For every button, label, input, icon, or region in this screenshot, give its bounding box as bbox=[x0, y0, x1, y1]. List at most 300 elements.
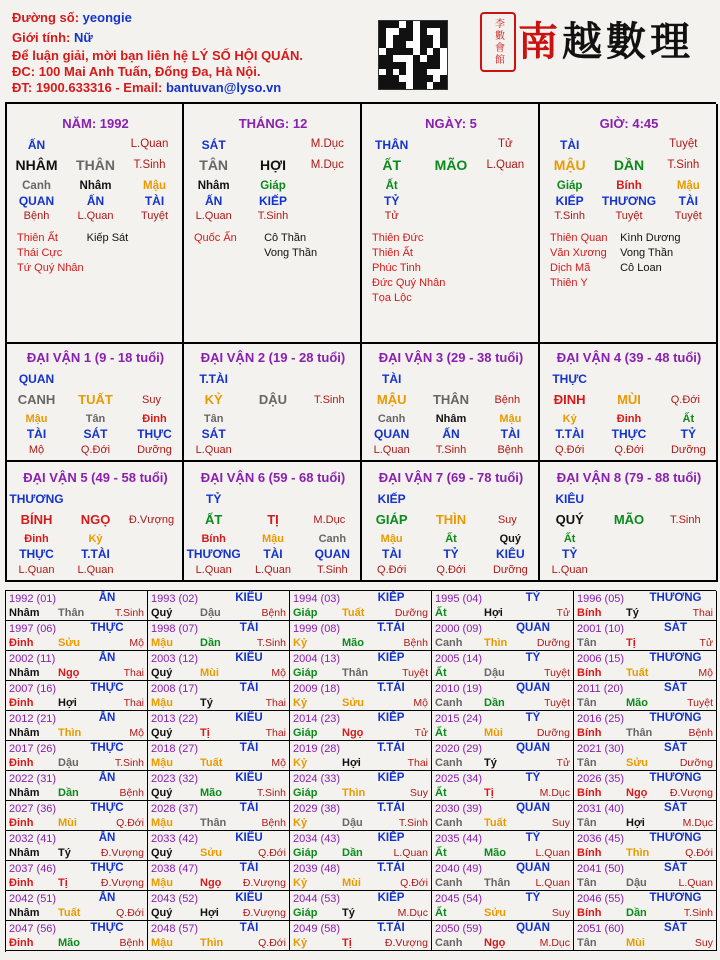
year-stem: Quý bbox=[151, 787, 173, 799]
year-state: Bệnh bbox=[261, 817, 286, 829]
year-cell[interactable] bbox=[432, 711, 574, 741]
year-cell[interactable] bbox=[148, 831, 290, 861]
star-left: Thiên Y bbox=[550, 277, 588, 289]
year-stem: Ất bbox=[435, 727, 447, 739]
hidden-state: L.Quan bbox=[77, 564, 114, 576]
year-state: Dưỡng bbox=[394, 607, 428, 619]
dai-van-stem: MẬU bbox=[376, 392, 407, 407]
star-left: Thái Cực bbox=[17, 247, 63, 259]
year-god: QUAN bbox=[516, 622, 550, 634]
year-stem: Giáp bbox=[293, 847, 318, 859]
hidden-god: THỰC bbox=[137, 427, 172, 441]
year-stem: Quý bbox=[151, 907, 173, 919]
four-pillars-grid bbox=[5, 102, 716, 342]
year-stem: Bính bbox=[577, 907, 602, 919]
year-branch: Tý bbox=[342, 907, 355, 919]
star-right: Cô Loan bbox=[620, 262, 662, 274]
dai-van-cell[interactable] bbox=[362, 462, 540, 582]
hidden-state: Dưỡng bbox=[492, 564, 528, 576]
year-branch: Tuất bbox=[342, 607, 365, 619]
year-state: L.Quan bbox=[393, 847, 428, 859]
hidden-stem: Tân bbox=[85, 413, 106, 425]
hidden-god: QUAN bbox=[314, 547, 350, 561]
pillar-title: NĂM: 1992 bbox=[62, 116, 129, 131]
year-branch: Thân bbox=[626, 727, 653, 739]
year-stem: Mậu bbox=[151, 697, 173, 709]
year-stem: Tân bbox=[577, 757, 597, 769]
year-label: 2013 (22) bbox=[151, 713, 199, 725]
year-god: TÀI bbox=[239, 802, 259, 814]
year-god: T.TÀI bbox=[377, 862, 405, 874]
hidden-stem: Ất bbox=[445, 533, 457, 545]
year-cell[interactable] bbox=[290, 861, 432, 891]
year-cell[interactable] bbox=[6, 891, 148, 921]
year-stem: Ất bbox=[435, 667, 447, 679]
year-cell[interactable] bbox=[432, 801, 574, 831]
year-state: Tuyệt bbox=[402, 667, 428, 679]
year-cell[interactable] bbox=[432, 861, 574, 891]
year-stem: Đinh bbox=[9, 637, 34, 649]
year-cell[interactable] bbox=[574, 771, 717, 801]
star-left: Phúc Tinh bbox=[372, 262, 421, 274]
hidden-state: T.Sinh bbox=[554, 210, 585, 222]
year-label: 2017 (26) bbox=[9, 743, 57, 755]
dai-van-cell[interactable] bbox=[184, 462, 362, 582]
dai-van-branch: DẬU bbox=[258, 392, 288, 407]
year-cell[interactable] bbox=[6, 771, 148, 801]
dai-van-cell[interactable] bbox=[540, 342, 718, 462]
hidden-god: THƯƠNG bbox=[186, 547, 241, 561]
year-cell[interactable] bbox=[148, 861, 290, 891]
pillar-title: THÁNG: 12 bbox=[238, 116, 308, 131]
year-label: 2041 (50) bbox=[577, 863, 625, 875]
year-cell[interactable] bbox=[574, 621, 717, 651]
pillar-stem-god: ẤN bbox=[27, 138, 46, 152]
heavenly-stem: TÂN bbox=[199, 157, 229, 173]
year-cell[interactable] bbox=[574, 831, 717, 861]
year-state: T.Sinh bbox=[256, 787, 286, 799]
star-left: Thiên Ất bbox=[372, 247, 413, 259]
year-god: THƯƠNG bbox=[649, 712, 702, 724]
header bbox=[0, 0, 720, 100]
year-branch: Tuất bbox=[200, 757, 223, 769]
hidden-god: TỶ bbox=[383, 194, 400, 208]
year-branch: Tị bbox=[342, 937, 352, 949]
star-left: Quốc Ấn bbox=[194, 232, 237, 244]
dai-van-cell[interactable] bbox=[184, 342, 362, 462]
year-state: T.Sinh bbox=[114, 607, 144, 619]
year-cell[interactable] bbox=[6, 591, 148, 621]
year-stem: Nhâm bbox=[9, 847, 40, 859]
dai-van-cell[interactable] bbox=[362, 342, 540, 462]
hidden-god: SÁT bbox=[201, 427, 226, 441]
hidden-god: TÀI bbox=[26, 427, 47, 441]
year-stem: Ất bbox=[435, 787, 447, 799]
hidden-stem: Tân bbox=[203, 413, 224, 425]
year-stem: Tân bbox=[577, 817, 597, 829]
year-label: 2023 (32) bbox=[151, 773, 199, 785]
hidden-state: Tuyệt bbox=[674, 210, 702, 222]
year-state: Tuyệt bbox=[687, 697, 713, 709]
star-left: Đức Quý Nhân bbox=[372, 277, 446, 289]
year-state: M.Dục bbox=[539, 937, 570, 949]
year-stem: Kỷ bbox=[293, 757, 308, 769]
year-stem: Tân bbox=[577, 637, 597, 649]
hidden-god: ẤN bbox=[442, 427, 460, 441]
dai-van-state: Đ.Vượng bbox=[128, 514, 175, 526]
hidden-stem: Mậu bbox=[499, 413, 522, 425]
year-branch: Mão bbox=[626, 697, 648, 709]
star-left: Thiên Ất bbox=[17, 232, 58, 244]
year-cell[interactable] bbox=[148, 741, 290, 771]
year-cell[interactable] bbox=[290, 621, 432, 651]
star-right: Vong Thần bbox=[620, 247, 674, 259]
dai-van-god: THƯƠNG bbox=[9, 492, 64, 506]
star-left: Tứ Quý Nhân bbox=[17, 262, 84, 274]
year-cell[interactable] bbox=[6, 651, 148, 681]
year-state: T.Sinh bbox=[398, 817, 428, 829]
hidden-stem: Đinh bbox=[24, 533, 49, 545]
year-label: 2000 (09) bbox=[435, 623, 483, 635]
year-cell[interactable] bbox=[432, 831, 574, 861]
year-state: Suy bbox=[409, 787, 428, 799]
year-stem: Mậu bbox=[151, 937, 173, 949]
year-god: THƯƠNG bbox=[649, 652, 702, 664]
year-god: SÁT bbox=[664, 622, 687, 634]
hidden-stem: Đinh bbox=[142, 413, 167, 425]
year-god: TỶ bbox=[525, 772, 541, 784]
year-stem: Giáp bbox=[293, 727, 318, 739]
year-god: T.TÀI bbox=[377, 922, 405, 934]
year-god: THỰC bbox=[90, 802, 124, 814]
year-cell[interactable] bbox=[6, 831, 148, 861]
dai-van-god: KIẾP bbox=[377, 492, 406, 506]
hidden-god: KIẾP bbox=[555, 194, 584, 208]
year-state: Q.Đới bbox=[258, 847, 286, 859]
year-cell[interactable] bbox=[432, 921, 574, 951]
year-cell[interactable] bbox=[432, 681, 574, 711]
hidden-state: Tuyệt bbox=[615, 210, 643, 222]
dai-van-stem: QUÝ bbox=[555, 512, 584, 527]
star-right: Vong Thần bbox=[264, 247, 318, 259]
year-cell[interactable] bbox=[574, 591, 717, 621]
year-cell[interactable] bbox=[148, 921, 290, 951]
year-cell[interactable] bbox=[6, 711, 148, 741]
year-branch: Dậu bbox=[484, 667, 505, 679]
year-stem: Mậu bbox=[151, 757, 173, 769]
year-stem: Tân bbox=[577, 937, 597, 949]
year-branch: Tị bbox=[200, 727, 210, 739]
year-god: SÁT bbox=[664, 682, 687, 694]
year-state: Q.Đới bbox=[400, 877, 428, 889]
hidden-stem: Canh bbox=[22, 180, 51, 192]
hidden-state: T.Sinh bbox=[317, 564, 348, 576]
hidden-state: L.Quan bbox=[254, 564, 292, 576]
branch-state: M.Dục bbox=[310, 159, 344, 171]
year-state: Thai bbox=[123, 697, 144, 709]
year-branch: Sửu bbox=[484, 907, 507, 919]
year-god: THƯƠNG bbox=[649, 592, 702, 604]
year-label: 2003 (12) bbox=[151, 653, 199, 665]
hidden-state: L.Quan bbox=[77, 210, 114, 222]
pillar-cell bbox=[540, 104, 718, 344]
year-state: Thai bbox=[265, 727, 286, 739]
year-cell[interactable] bbox=[148, 651, 290, 681]
year-branch: Mùi bbox=[58, 817, 77, 829]
year-branch: Thân bbox=[484, 877, 511, 889]
year-branch: Dần bbox=[484, 697, 505, 709]
dai-van-god: KIÊU bbox=[555, 492, 584, 506]
year-state: Đ.Vượng bbox=[384, 937, 428, 949]
hidden-state: Dưỡng bbox=[137, 444, 172, 456]
hidden-god: TÀI bbox=[263, 547, 283, 561]
year-state: Mộ bbox=[271, 667, 286, 679]
year-cell[interactable] bbox=[6, 621, 148, 651]
year-cell[interactable] bbox=[290, 711, 432, 741]
year-branch: Sửu bbox=[58, 637, 81, 649]
year-branch: Dần bbox=[200, 637, 221, 649]
pillar-stem-god: TÀI bbox=[559, 138, 580, 152]
year-state: Đ.Vượng bbox=[100, 877, 144, 889]
hidden-god: TỶ bbox=[680, 427, 696, 441]
year-state: Dưỡng bbox=[536, 727, 570, 739]
year-stem: Tân bbox=[577, 877, 597, 889]
pillar-stem-god: THÂN bbox=[375, 138, 409, 152]
year-cell[interactable] bbox=[290, 651, 432, 681]
year-stem: Đinh bbox=[9, 697, 34, 709]
year-state: L.Quan bbox=[535, 847, 570, 859]
year-state: Mộ bbox=[413, 697, 428, 709]
year-branch: Ngọ bbox=[484, 937, 506, 949]
year-god: THỰC bbox=[90, 622, 124, 634]
hidden-god: TÀI bbox=[144, 194, 165, 208]
year-god: TỶ bbox=[525, 652, 541, 664]
dai-van-state: Suy bbox=[142, 394, 161, 406]
year-cell[interactable] bbox=[148, 801, 290, 831]
dai-van-cell[interactable] bbox=[7, 462, 184, 582]
year-state: Tuyệt bbox=[544, 697, 570, 709]
year-god: SÁT bbox=[664, 802, 687, 814]
hidden-stem: Ất bbox=[385, 180, 398, 192]
hidden-stem: Canh bbox=[377, 413, 406, 425]
year-stem: Ất bbox=[435, 847, 447, 859]
year-cell[interactable] bbox=[432, 621, 574, 651]
year-stem: Ất bbox=[435, 907, 447, 919]
year-cell[interactable] bbox=[574, 801, 717, 831]
year-cell[interactable] bbox=[290, 741, 432, 771]
year-cell[interactable] bbox=[432, 651, 574, 681]
year-cell[interactable] bbox=[290, 771, 432, 801]
year-label: 2016 (25) bbox=[577, 713, 625, 725]
qr-code-icon bbox=[378, 20, 448, 90]
heavenly-stem: ẤT bbox=[382, 157, 401, 173]
year-cell[interactable] bbox=[432, 591, 574, 621]
year-state: Suy bbox=[694, 937, 713, 949]
hidden-state: Tử bbox=[384, 210, 399, 222]
hidden-god: KIÊU bbox=[495, 547, 525, 561]
year-branch: Tý bbox=[484, 757, 497, 769]
year-branch: Tý bbox=[626, 607, 639, 619]
hidden-stem: Mậu bbox=[143, 180, 166, 192]
year-stem: Quý bbox=[151, 847, 173, 859]
dai-van-title: ĐẠI VẬN 4 (39 - 48 tuổi) bbox=[556, 350, 702, 365]
year-label: 2021 (30) bbox=[577, 743, 625, 755]
earthly-branch: DẦN bbox=[613, 157, 645, 173]
year-cell[interactable] bbox=[432, 771, 574, 801]
year-cell[interactable] bbox=[290, 831, 432, 861]
year-branch: Thân bbox=[200, 817, 227, 829]
email-link[interactable]: bantuvan@lyso.vn bbox=[165, 80, 282, 95]
year-cell[interactable] bbox=[574, 711, 717, 741]
year-cell[interactable] bbox=[290, 891, 432, 921]
year-state: T.Sinh bbox=[114, 757, 144, 769]
dai-van-branch: TUẤT bbox=[78, 392, 113, 407]
year-label: 1996 (05) bbox=[577, 593, 625, 605]
star-right: Kình Dương bbox=[620, 232, 681, 244]
hidden-god: QUAN bbox=[18, 194, 55, 208]
hidden-stem: Mậu bbox=[676, 180, 700, 192]
year-god: SÁT bbox=[664, 922, 687, 934]
pillar-stem-state: L.Quan bbox=[130, 138, 169, 150]
year-stem: Mậu bbox=[151, 877, 173, 889]
hidden-god: ẤN bbox=[204, 194, 223, 208]
hidden-stem: Kỷ bbox=[562, 413, 577, 425]
year-state: Thai bbox=[692, 607, 713, 619]
year-god: SÁT bbox=[664, 862, 687, 874]
year-branch: Ngọ bbox=[342, 727, 364, 739]
year-cell[interactable] bbox=[574, 681, 717, 711]
year-branch: Tị bbox=[626, 637, 636, 649]
year-label: 2010 (19) bbox=[435, 683, 483, 695]
year-cell[interactable] bbox=[290, 681, 432, 711]
year-god: T.TÀI bbox=[377, 802, 405, 814]
star-left: Dịch Mã bbox=[550, 262, 591, 274]
year-branch: Mão bbox=[342, 637, 364, 649]
year-label: 2027 (36) bbox=[9, 803, 57, 815]
year-label: 2037 (46) bbox=[9, 863, 57, 875]
hidden-state: L.Quan bbox=[18, 564, 55, 576]
year-stem: Giáp bbox=[293, 907, 318, 919]
year-god: KIẾP bbox=[377, 772, 405, 784]
year-branch: Mùi bbox=[342, 877, 361, 889]
year-cell[interactable] bbox=[574, 891, 717, 921]
dai-van-cell[interactable] bbox=[7, 342, 184, 462]
address-line: ĐC: 100 Mai Anh Tuấn, Đống Đa, Hà Nội. bbox=[12, 64, 261, 79]
year-cell[interactable] bbox=[148, 681, 290, 711]
year-god: THỰC bbox=[90, 682, 124, 694]
year-cell[interactable] bbox=[148, 891, 290, 921]
year-label: 2012 (21) bbox=[9, 713, 57, 725]
year-cell[interactable] bbox=[290, 921, 432, 951]
year-god: T.TÀI bbox=[377, 622, 405, 634]
hidden-god: THỰC bbox=[611, 427, 647, 441]
year-god: TÀI bbox=[239, 742, 259, 754]
year-state: Đ.Vượng bbox=[100, 847, 144, 859]
heavenly-stem: MẬU bbox=[553, 157, 586, 173]
year-god: QUAN bbox=[516, 862, 550, 874]
year-cell[interactable] bbox=[290, 801, 432, 831]
hidden-stem: Nhâm bbox=[435, 413, 467, 425]
year-label: 2007 (16) bbox=[9, 683, 57, 695]
hidden-god: KIẾP bbox=[258, 194, 287, 208]
year-stem: Canh bbox=[435, 817, 463, 829]
dai-van-state: T.Sinh bbox=[314, 394, 345, 406]
year-stem: Kỷ bbox=[293, 877, 308, 889]
year-state: Tử bbox=[556, 757, 570, 769]
year-cell[interactable] bbox=[6, 801, 148, 831]
year-cell[interactable] bbox=[290, 591, 432, 621]
hidden-god: QUAN bbox=[373, 427, 410, 441]
hidden-stem: Nhâm bbox=[79, 180, 112, 192]
year-god: ẤN bbox=[98, 652, 116, 664]
year-branch: Tị bbox=[484, 787, 494, 799]
year-cell[interactable] bbox=[574, 921, 717, 951]
year-god: TỶ bbox=[525, 592, 541, 604]
year-cell[interactable] bbox=[574, 651, 717, 681]
dai-van-stem: GIÁP bbox=[375, 512, 408, 527]
year-cell[interactable] bbox=[148, 771, 290, 801]
year-stem: Canh bbox=[435, 757, 463, 769]
year-god: TÀI bbox=[239, 682, 259, 694]
year-label: 2002 (11) bbox=[9, 653, 56, 665]
year-cell[interactable] bbox=[6, 741, 148, 771]
hidden-stem: Giáp bbox=[556, 180, 583, 192]
year-state: T.Sinh bbox=[256, 637, 286, 649]
year-branch: Dậu bbox=[342, 817, 363, 829]
year-god: TỶ bbox=[525, 892, 541, 904]
year-label: 2030 (39) bbox=[435, 803, 483, 815]
year-label: 2028 (37) bbox=[151, 803, 199, 815]
year-branch: Hợi bbox=[58, 697, 77, 709]
year-branch: Ngọ bbox=[58, 667, 80, 679]
year-cell[interactable] bbox=[574, 861, 717, 891]
year-cell[interactable] bbox=[432, 741, 574, 771]
year-branch: Dậu bbox=[626, 877, 647, 889]
year-cell[interactable] bbox=[432, 891, 574, 921]
year-label: 2038 (47) bbox=[151, 863, 199, 875]
year-cell[interactable] bbox=[6, 681, 148, 711]
year-god: T.TÀI bbox=[377, 742, 405, 754]
year-state: T.Sinh bbox=[683, 907, 713, 919]
hidden-state: Dưỡng bbox=[670, 444, 706, 456]
star-left: Thiên Quan bbox=[550, 232, 608, 244]
year-label: 2019 (28) bbox=[293, 743, 341, 755]
year-state: M.Dục bbox=[539, 787, 570, 799]
dai-van-cell[interactable] bbox=[540, 462, 718, 582]
year-god: KIÊU bbox=[235, 832, 263, 844]
year-god: TÀI bbox=[239, 862, 259, 874]
branch-state: T.Sinh bbox=[667, 159, 700, 171]
earthly-branch: MÃO bbox=[434, 157, 468, 173]
year-branch: Mùi bbox=[626, 937, 645, 949]
year-label: 2042 (51) bbox=[9, 893, 57, 905]
year-cell[interactable] bbox=[574, 741, 717, 771]
hidden-state: Q.Đới bbox=[555, 444, 585, 456]
hidden-state: Q.Đới bbox=[614, 444, 644, 456]
year-god: ẤN bbox=[98, 712, 116, 724]
year-cell[interactable] bbox=[148, 591, 290, 621]
hidden-stem: Mậu bbox=[25, 413, 48, 425]
year-god: THƯƠNG bbox=[649, 892, 702, 904]
year-cell[interactable] bbox=[6, 861, 148, 891]
year-cell[interactable] bbox=[6, 921, 148, 951]
year-stem: Nhâm bbox=[9, 787, 40, 799]
year-label: 2049 (58) bbox=[293, 923, 341, 935]
year-state: Mộ bbox=[129, 727, 144, 739]
year-cell[interactable] bbox=[148, 621, 290, 651]
year-cell[interactable] bbox=[148, 711, 290, 741]
hidden-god: THỰC bbox=[19, 547, 54, 561]
